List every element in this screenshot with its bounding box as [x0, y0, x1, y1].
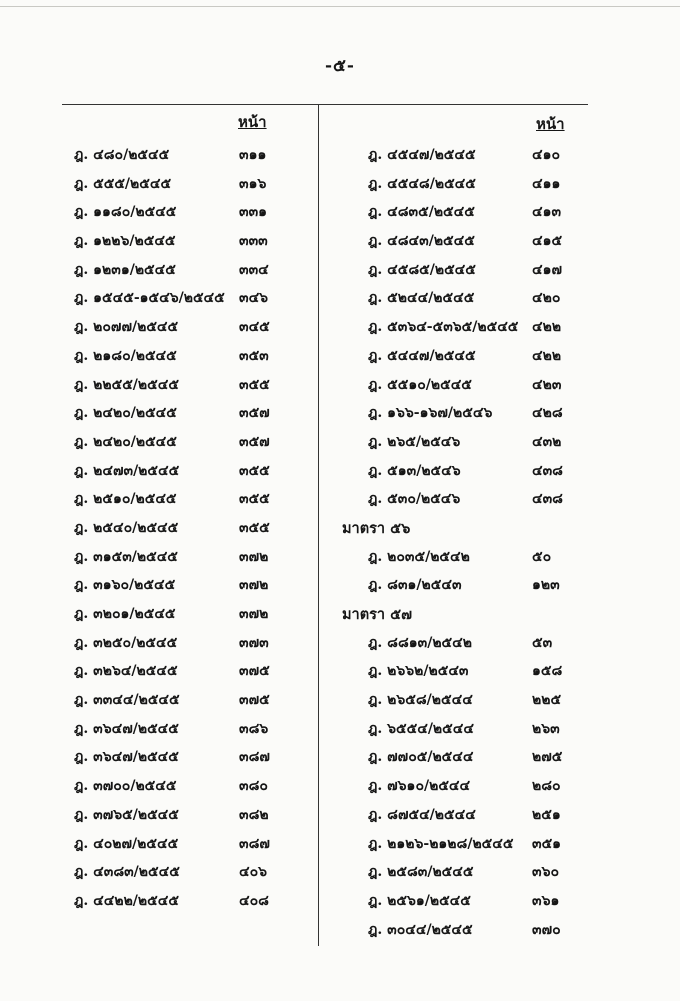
page-reference: ๓๖๑: [532, 892, 560, 909]
case-reference: ฎ. ๓๓๔๔/๒๕๔๕: [74, 692, 180, 709]
case-reference: ฎ. ๓๗๐๐/๒๕๔๕: [74, 778, 177, 795]
case-reference: ฎ. ๒๖๕๘/๒๕๔๔: [368, 692, 473, 709]
page-reference: ๓๗๐: [532, 921, 561, 938]
case-reference: ฎ. ๑๕๔๕-๑๕๔๖/๒๕๔๕: [74, 290, 225, 307]
section-heading-label: มาตรา ๕๖: [342, 519, 411, 537]
page-reference: ๔๒๘: [532, 405, 563, 422]
case-reference: ฎ. ๑๒๒๖/๒๕๔๕: [74, 233, 176, 250]
case-reference: ฎ. ๘๗๕๔/๒๕๔๔: [368, 806, 476, 823]
page-reference: ๓๕๕: [239, 462, 270, 479]
page-reference: ๓๕๑: [532, 835, 562, 852]
case-reference: ฎ. ๒๔๒๐/๒๕๔๕: [74, 433, 177, 450]
case-reference: ฎ. ๒๖๖๒/๒๕๔๓: [368, 663, 469, 680]
page-reference: ๓๕๗: [239, 433, 270, 450]
page-reference: ๓๔๖: [239, 290, 269, 307]
case-reference: ฎ. ๔๕๔๘/๒๕๔๕: [368, 175, 476, 192]
page-reference: ๓๘๒: [239, 806, 269, 823]
case-reference: ฎ. ๒๑๘๐/๒๕๔๕: [74, 347, 177, 364]
page-reference: ๓๘๗: [239, 749, 270, 766]
case-reference: ฎ. ๓๑๖๐/๒๕๔๕: [74, 577, 176, 594]
case-reference: ฎ. ๒๔๗๓/๒๕๔๕: [74, 462, 180, 479]
section-heading-label: มาตรา ๕๗: [342, 606, 412, 623]
page-reference: ๔๐๖: [239, 864, 268, 881]
page-reference: ๑๕๘: [532, 663, 563, 680]
case-reference: ฎ. ๕๕๕/๒๕๔๕: [74, 175, 172, 192]
page-reference: ๔๒๓: [532, 376, 562, 393]
case-reference: ฎ. ๕๓๖๔-๕๓๖๕/๒๕๔๕: [368, 319, 519, 336]
page-reference: ๒๗๕: [532, 749, 563, 766]
case-reference: ฎ. ๓๖๔๗/๒๕๔๕: [74, 720, 179, 737]
case-reference: ฎ. ๔๘๓๕/๒๕๔๕: [368, 204, 475, 221]
page-reference: ๓๗๒: [239, 606, 269, 622]
page-reference: ๔๐๘: [239, 892, 269, 909]
case-reference: ฎ. ๖๕๕๔/๒๕๔๔: [368, 720, 474, 737]
page-reference: ๓๕๗: [239, 405, 270, 422]
page-reference: ๓๔๕: [239, 319, 270, 336]
case-reference: ฎ. ๔๘๐/๒๕๔๕: [74, 147, 170, 163]
page-reference: ๓๑๑: [239, 147, 267, 163]
case-reference: ฎ. ๓๐๔๔/๒๕๔๕: [368, 921, 473, 938]
page-reference: ๔๑๐: [532, 147, 561, 163]
left-page-column-header: หน้า: [238, 113, 267, 131]
page-reference: ๔๑๑: [532, 175, 561, 192]
case-reference: ฎ. ๓๒๕๐/๒๕๔๕: [74, 634, 178, 651]
page-reference: ๔๑๗: [532, 261, 563, 278]
page-reference: ๔๑๕: [532, 233, 563, 250]
page-reference: ๕๓: [532, 634, 553, 651]
page-reference: ๓๑๖: [239, 175, 267, 192]
case-reference: ฎ. ๑๖๖-๑๖๗/๒๕๔๖: [368, 405, 493, 422]
page-reference: ๔๓๘: [532, 491, 563, 508]
page-reference: ๓๓๔: [239, 261, 269, 278]
page-reference: ๓๕๕: [239, 491, 270, 508]
case-reference: ฎ. ๒๐๗๗/๒๕๔๕: [74, 319, 179, 336]
case-reference: ฎ. ๒๖๕/๒๕๔๖: [368, 433, 461, 450]
case-reference: ฎ. ๒๒๕๕/๒๕๔๕: [74, 376, 179, 393]
case-reference: ฎ. ๒๑๒๖-๒๑๒๘/๒๕๔๕: [368, 835, 514, 852]
page-reference: ๓๗๕: [239, 692, 270, 709]
page-reference: ๔๓๒: [532, 433, 562, 450]
case-reference: ฎ. ๓๖๔๗/๒๕๔๕: [74, 749, 179, 766]
case-reference: ฎ. ๒๕๖๑/๒๕๔๕: [368, 892, 471, 909]
top-page-rule: [0, 6, 680, 7]
case-reference: ฎ. ๒๐๓๕/๒๕๔๒: [368, 548, 470, 565]
case-reference: ฎ. ๒๕๑๐/๒๕๔๕: [74, 491, 177, 508]
case-reference: ฎ. ๓๒๖๔/๒๕๔๕: [74, 663, 178, 680]
page-reference: ๒๖๓: [532, 720, 560, 737]
case-reference: ฎ. ๔๐๒๗/๒๕๔๕: [74, 835, 179, 852]
page-reference: ๔๒๐: [532, 290, 561, 307]
case-reference: ฎ. ๘๘๑๓/๒๕๔๒: [368, 634, 472, 651]
page-reference: ๒๕๑: [532, 806, 561, 823]
case-reference: ฎ. ๑๑๘๐/๒๕๔๕: [74, 204, 177, 221]
page-reference: ๔๓๘: [532, 462, 563, 479]
page-reference: ๓๘๐: [239, 778, 268, 795]
case-reference: ฎ. ๓๑๕๓/๒๕๔๕: [74, 548, 178, 565]
case-reference: ฎ. ๑๒๓๑/๒๕๔๕: [74, 261, 176, 278]
page-reference: ๒๒๕: [532, 692, 562, 709]
case-reference: ฎ. ๕๓๐/๒๕๔๖: [368, 491, 461, 508]
page-reference: ๓๕๕: [239, 376, 270, 393]
page-reference: ๔๒๒: [532, 347, 562, 364]
page-reference: ๓๗๒: [239, 548, 269, 565]
case-reference: ฎ. ๘๓๑/๒๕๔๓: [368, 577, 462, 594]
right-page-column-header: หน้า: [536, 115, 565, 133]
case-reference: ฎ. ๒๔๒๐/๒๕๔๕: [74, 405, 177, 422]
page-reference: ๓๗๕: [239, 663, 270, 680]
case-reference: ฎ. ๗๗๐๕/๒๕๔๔: [368, 749, 474, 766]
case-reference: ฎ. ๓๒๐๑/๒๕๔๕: [74, 606, 176, 622]
case-reference: ฎ. ๔๕๔๗/๒๕๔๕: [368, 147, 476, 163]
case-reference: ฎ. ๒๕๔๐/๒๕๔๕: [74, 519, 179, 536]
page-reference: ๓๖๐: [532, 864, 560, 881]
page-reference: ๓๕๓: [239, 347, 269, 364]
page-reference: ๕๐: [532, 548, 552, 565]
case-reference: ฎ. ๕๕๑๐/๒๕๔๕: [368, 376, 472, 393]
case-reference: ฎ. ๔๘๔๓/๒๕๔๕: [368, 233, 475, 250]
page-number: -๕-: [325, 56, 355, 76]
case-reference: ฎ. ๕๔๔๗/๒๕๔๕: [368, 347, 476, 364]
page-reference: ๓๕๕: [239, 519, 270, 536]
page-reference: ๔๒๒: [532, 319, 562, 336]
case-reference: ฎ. ๕๑๓/๒๕๔๖: [368, 462, 461, 479]
page-reference: ๓๘๗: [239, 835, 270, 852]
page-reference: ๓๓๓: [239, 233, 268, 250]
page-reference: ๓๓๑: [239, 204, 268, 221]
header-rule: [62, 104, 588, 105]
case-reference: ฎ. ๓๗๖๕/๒๕๔๕: [74, 806, 179, 823]
page-reference: ๒๘๐: [532, 778, 561, 795]
page-reference: ๓๘๖: [239, 720, 269, 737]
case-reference: ฎ. ๔๕๘๕/๒๕๔๕: [368, 261, 476, 278]
column-divider: [318, 104, 319, 946]
page-reference: ๔๑๓: [532, 204, 562, 221]
case-reference: ฎ. ๗๖๑๐/๒๕๔๔: [368, 778, 471, 795]
case-reference: ฎ. ๕๒๔๔/๒๕๔๕: [368, 290, 475, 307]
case-reference: ฎ. ๔๓๘๓/๒๕๔๕: [74, 864, 180, 881]
case-reference: ฎ. ๒๕๘๓/๒๕๔๕: [368, 864, 474, 881]
page-reference: ๓๗๓: [239, 634, 269, 651]
case-reference: ฎ. ๔๔๒๒/๒๕๔๕: [74, 892, 179, 909]
page-reference: ๓๗๒: [239, 577, 269, 594]
page-reference: ๑๒๓: [532, 577, 560, 594]
